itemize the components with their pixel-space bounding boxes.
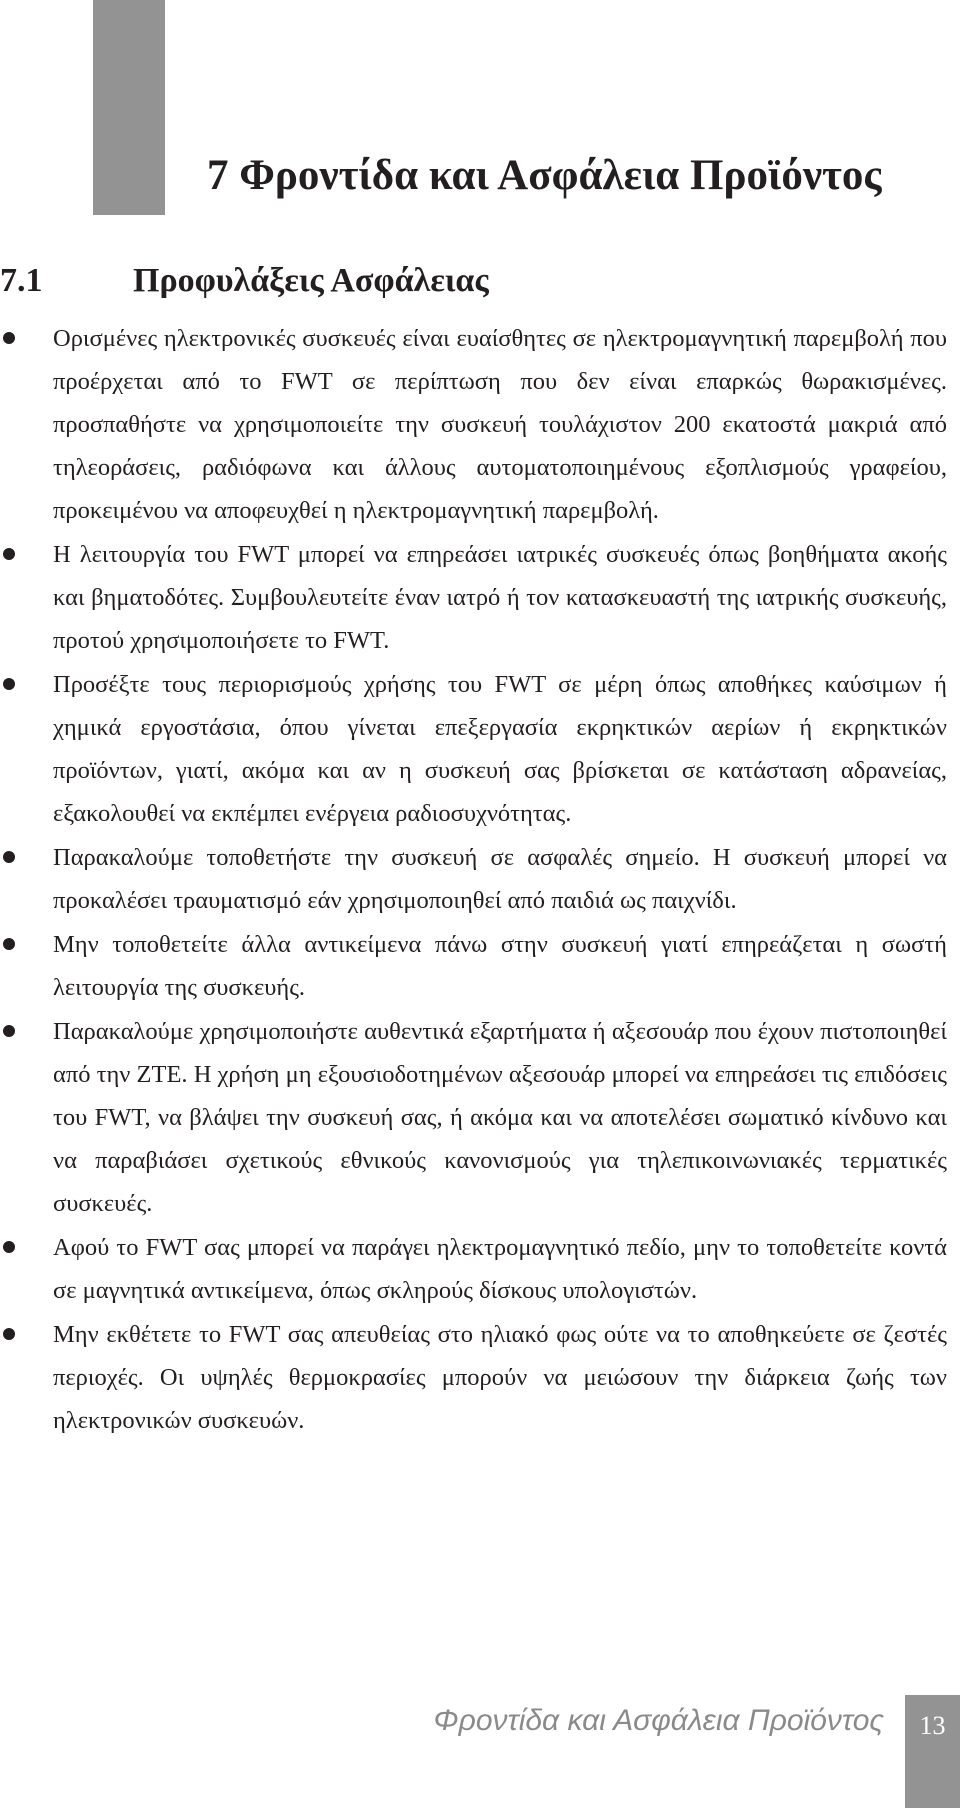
list-item bbox=[0, 317, 947, 532]
list-item-text: Παρακαλούμε τοποθετήστε την συσκευή σε ασφαλές σημείο. Η συσκευή μπορεί να προκαλέσει τραυματισμό εάν χρησιμοποιηθεί από παιδιά ως παιχνίδι. bbox=[53, 844, 947, 914]
bullet-icon bbox=[3, 1025, 15, 1037]
section-number: 7.1 bbox=[0, 262, 43, 299]
safety-precautions-list bbox=[0, 317, 947, 1443]
list-item-text: Παρακαλούμε χρησιμοποιήστε αυθεντικά εξαρτήματα ή αξεσουάρ που έχουν πιστοποιηθεί από την ZTE. Η χρήση μη εξουσιοδοτημένων αξεσουάρ μπορεί να επηρεάσει τις επιδόσεις του FWT, να βλάψει την συσκευή σας, ή ακόμα και να αποτελέσει σωματικό κίνδυνο και να παραβιάσει σχετικούς εθνικούς κανονισμούς για τηλεπικοινωνιακές τερματικές συσκευές. bbox=[53, 1018, 947, 1217]
list-item bbox=[0, 1313, 947, 1442]
bullet-icon bbox=[3, 1328, 15, 1340]
list-item-text: Η λειτουργία του FWT μπορεί να επηρεάσει ιατρικές συσκευές όπως βοηθήματα ακοής και βηματοδότες. Συμβουλευτείτε έναν ιατρό ή τον κατασκευαστή της ιατρικής συσκευής, προτού χρησιμοποιήσετε το FWT. bbox=[53, 541, 947, 654]
footer-running-title: Φροντίδα και Ασφάλεια Προϊόντος bbox=[433, 1704, 884, 1737]
list-item bbox=[0, 1010, 947, 1225]
list-item-text: Ορισμένες ηλεκτρονικές συσκευές είναι ευαίσθητες σε ηλεκτρομαγνητική παρεμβολή που προέρχεται από το FWT σε περίπτωση που δεν είναι επαρκώς θωρακισμένες. προσπαθήστε να χρησιμοποιείτε την συσκευή τουλάχιστον 200 εκατοστά μακριά από τηλεοράσεις, ραδιόφωνα και άλλους αυτοματοποιημένους εξοπλισμούς γραφείου, προκειμένου να αποφευχθεί η ηλεκτρομαγνητική παρεμβολή. bbox=[53, 325, 947, 524]
bullet-icon bbox=[3, 678, 15, 690]
section-title: Προφυλάξεις Ασφάλειας bbox=[133, 262, 489, 299]
list-item-text: Μην εκθέτετε το FWT σας απευθείας στο ηλιακό φως ούτε να το αποθηκεύετε σε ζεστές περιοχές. Οι υψηλές θερμοκρασίες μπορούν να μειώσουν την διάρκεια ζωής των ηλεκτρονικών συσκευών. bbox=[53, 1321, 947, 1434]
list-item bbox=[0, 533, 947, 662]
section-heading bbox=[0, 262, 489, 299]
list-item bbox=[0, 1226, 947, 1312]
list-item-text: Αφού το FWT σας μπορεί να παράγει ηλεκτρομαγνητικό πεδίο, μην το τοποθετείτε κοντά σε μαγνητικά αντικείμενα, όπως σκληρούς δίσκους υπολογιστών. bbox=[53, 1234, 947, 1304]
bullet-icon bbox=[3, 851, 15, 863]
page-number-tab bbox=[905, 1695, 960, 1808]
list-item bbox=[0, 836, 947, 922]
chapter-title: 7 Φροντίδα και Ασφάλεια Προϊόντος bbox=[207, 152, 882, 199]
page-number: 13 bbox=[919, 1711, 946, 1740]
list-item bbox=[0, 923, 947, 1009]
bullet-icon bbox=[3, 1241, 15, 1253]
list-item-text: Προσέξτε τους περιορισμούς χρήσης του FWT σε μέρη όπως αποθήκες καύσιμων ή χημικά εργοστάσια, όπου γίνεται επεξεργασία εκρηκτικών αερίων ή εκρηκτικών προϊόντων, γιατί, ακόμα και αν η συσκευή σας βρίσκεται σε κατάσταση αδρανείας, εξακολουθεί να εκπέμπει ενέργεια ραδιοσυχνότητας. bbox=[53, 671, 947, 827]
list-item-text: Μην τοποθετείτε άλλα αντικείμενα πάνω στην συσκευή γιατί επηρεάζεται η σωστή λειτουργία της συσκευής. bbox=[53, 931, 947, 1001]
list-item bbox=[0, 663, 947, 835]
bullet-icon bbox=[3, 332, 15, 344]
bullet-icon bbox=[3, 938, 15, 950]
chapter-tab-bar bbox=[93, 0, 165, 215]
bullet-icon bbox=[3, 548, 15, 560]
